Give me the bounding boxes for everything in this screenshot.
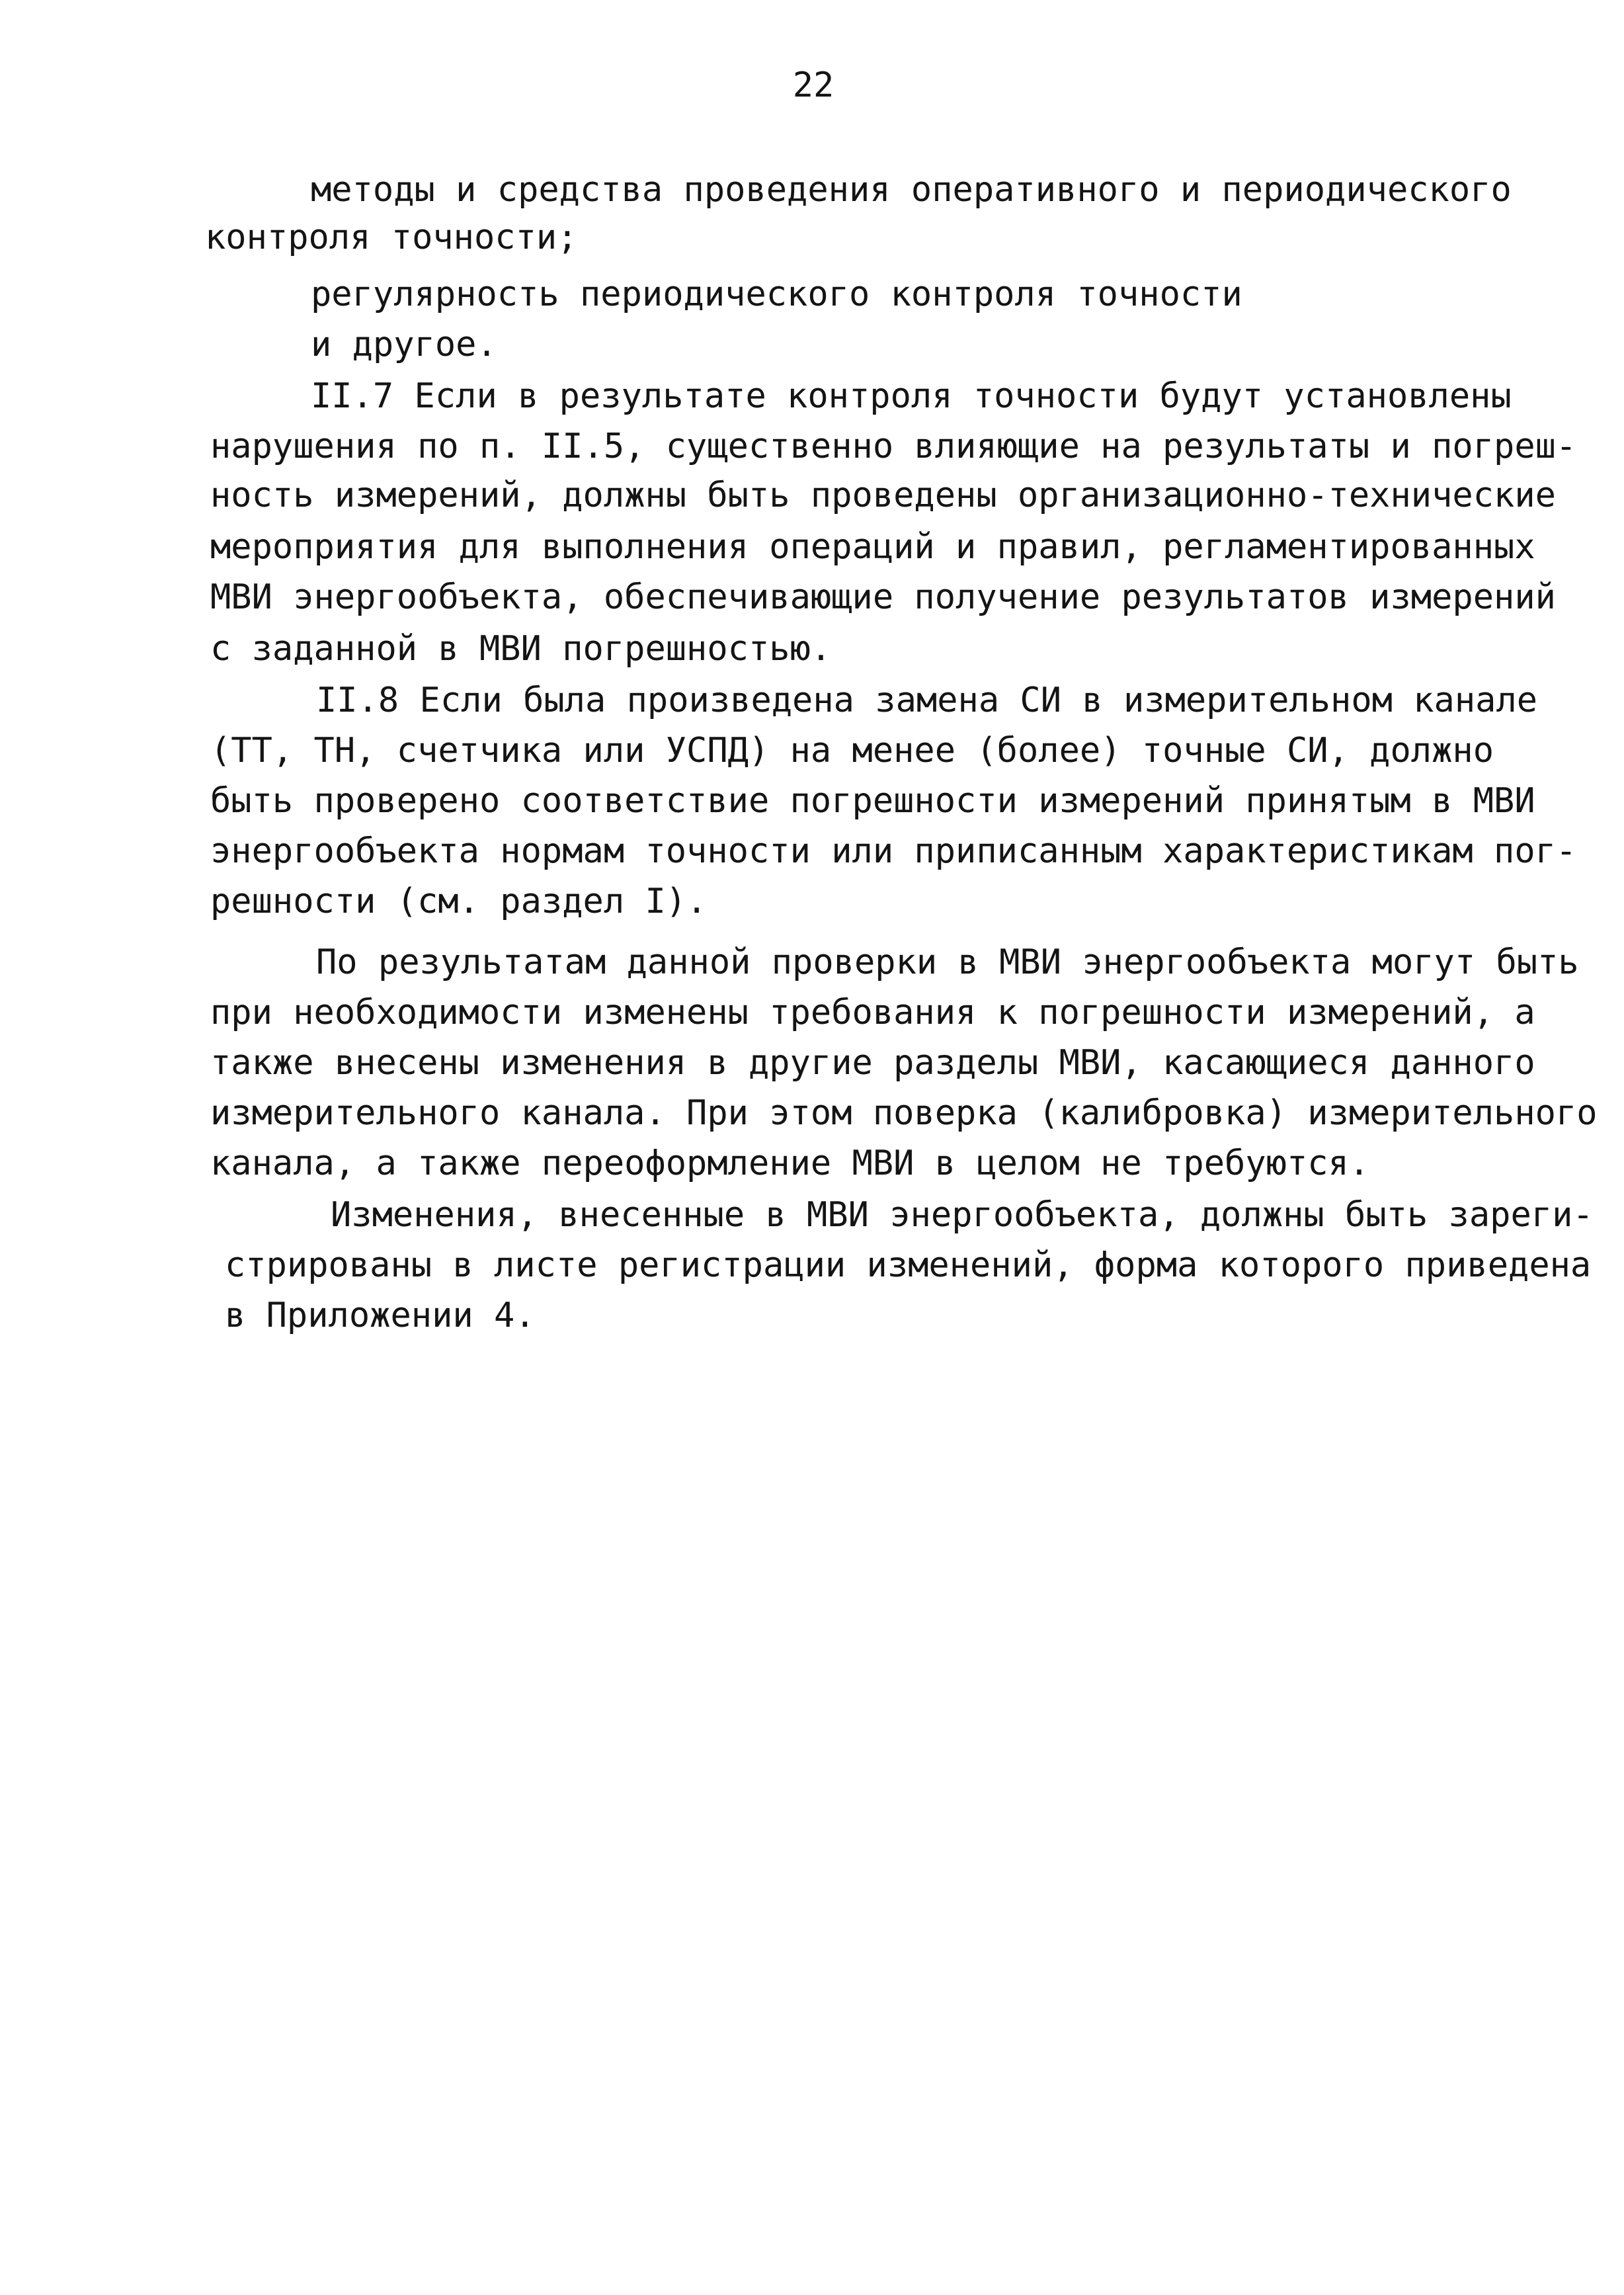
text-line: измерительного канала. При этом поверка (калибровка) измерительного [210,1093,1598,1133]
text-line: канала, а также переоформление МВИ в целом не требуются. [210,1144,1370,1183]
text-line: контроля точности; [205,218,578,257]
text-line: в Приложении 4. [225,1296,536,1335]
text-line: решности (см. раздел I). [210,882,708,921]
text-line: стрированы в листе регистрации изменений, форма которого приведена [225,1245,1592,1285]
text-line: также внесены изменения в другие разделы МВИ, касающиеся данного [210,1043,1535,1083]
text-line: методы и средства проведения оперативного и периодического [311,170,1512,210]
text-line: мероприятия для выполнения операций и правил, регламентированных [210,527,1535,567]
text-line: нарушения по п. II.5, существенно влияющие на результаты и погреш- [210,427,1577,466]
text-line: быть проверено соответствие погрешности измерений принятым в МВИ [210,781,1535,821]
text-line: По результатам данной проверки в МВИ энергообъекта могут быть [316,942,1579,982]
text-line: Изменения, внесенные в МВИ энергообъекта, должны быть зареги- [331,1195,1594,1235]
text-line: регулярность периодического контроля точности [311,274,1242,314]
text-line: МВИ энергообъекта, обеспечивающие получение результатов измерений [210,577,1556,617]
text-line: ность измерений, должны быть проведены организационно-технические [210,476,1556,515]
page-number: 22 [792,65,834,105]
text-line: (ТТ, ТН, счетчика или УСПД) на менее (более) точные СИ, должно [210,731,1494,771]
text-line: с заданной в МВИ погрешностью. [210,629,832,669]
text-line: и другое. [311,325,497,364]
text-line: при необходимости изменены требования к погрешности измерений, а [210,993,1535,1032]
text-line: II.7 Если в результате контроля точности будут установлены [311,376,1512,416]
text-line: II.8 Если была произведена замена СИ в измерительном канале [316,681,1538,720]
text-line: энергообъекта нормам точности или приписанным характеристикам пог- [210,831,1577,871]
